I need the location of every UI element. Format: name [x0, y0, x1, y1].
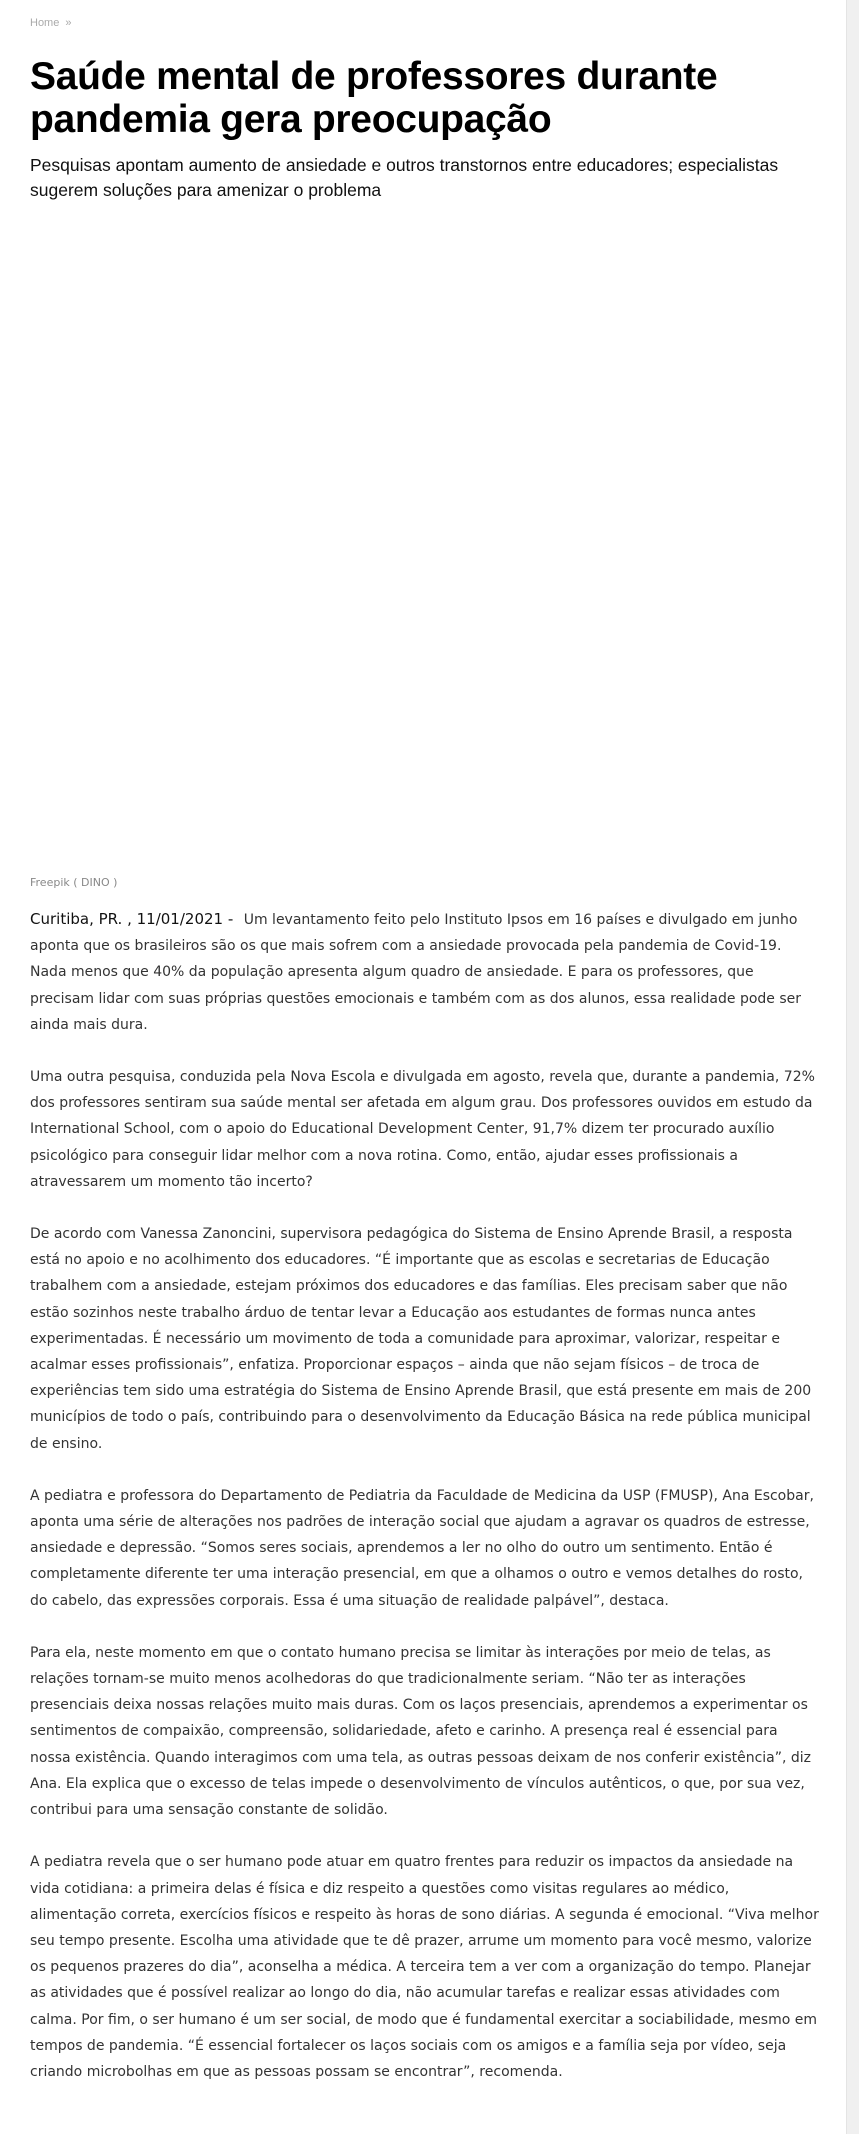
paragraph: A pediatra revela que o ser humano pode atuar em quatro frentes para reduzir os impactos da ansiedade na vida cotidiana: a primeira delas é física e diz respeito a questões como visitas regulares ao médico, alimentação correta, exercícios físicos e respeito às horas de sono diárias. A segunda é emocional. “Viva melhor seu tempo presente. Escolha uma atividade que te dê prazer, arrume um momento para você mesmo, valorize os pequenos prazeres do dia”, aconselha a médica. A terceira tem a ver com a organização do tempo. Planejar as atividades que é possível realizar ao longo do dia, não acumular tarefas e realizar essas atividades com calma. Por fim, o ser humano é um ser social, de modo que é fundamental exercitar a sociabilidade, mesmo em tempos de pandemia. “É essencial fortalecer os laços sociais com os amigos e a família seja por vídeo, seja criando microbolhas em que as pessoas possam se encontrar”, recomenda.	[30, 1854, 819, 2080]
page-subtitle: Pesquisas apontam aumento de ansiedade e outros transtornos entre educadores; especialistas sugerem soluções para amenizar o problema	[30, 155, 779, 200]
paragraph: Para ela, neste momento em que o contato humano precisa se limitar às interações por meio de telas, as relações tornam-se muito menos acolhedoras do que tradicionalmente seriam. “Não ter as interações presenciais deixa nossas relações muito mais duras. Com os laços presenciais, aprendemos a experimentar os sentimentos de compaixão, compreensão, solidariedade, afeto e carinho. A presença real é essencial para nossa existência. Quando interagimos com uma tela, as outras pessoas deixam de nos conferir existência”, diz Ana. Ela explica que o excesso de telas impede o desenvolvimento de vínculos autênticos, o que, por sua vez, contribui para uma sensação constante de solidão.	[30, 1644, 812, 1819]
breadcrumb-home-link[interactable]: Home	[30, 17, 60, 29]
breadcrumb-separator-icon: »	[65, 17, 72, 29]
breadcrumb	[30, 17, 820, 33]
dateline: Curitiba, PR. , 11/01/2021 -	[30, 910, 234, 928]
paragraph: De acordo com Vanessa Zanoncini, supervisora pedagógica do Sistema de Ensino Aprende Brasil, a resposta está no apoio e no acolhimento dos educadores. “É importante que as escolas e secretarias de Educação trabalhem com a ansiedade, estejam próximos dos educadores e das famílias. Eles precisam saber que não estão sozinhos neste trabalho árduo de tentar levar a Educação aos estudantes de formas nunca antes experimentadas. É necessário um movimento de toda a comunidade para aproximar, valorizar, respeitar e acalmar esses profissionais”, enfatiza. Proporcionar espaços – ainda que não sejam físicos – de troca de experiências tem sido uma estratégia do Sistema de Ensino Aprende Brasil, que está presente em mais de 200 municípios de todo o país, contribuindo para o desenvolvimento da Educação Básica na rede pública municipal de ensino.	[30, 1226, 812, 1452]
paragraph: Uma outra pesquisa, conduzida pela Nova Escola e divulgada em agosto, revela que, durante a pandemia, 72% dos professores sentiram sua saúde mental ser afetada em algum grau. Dos professores ouvidos em estudo da International School, com o apoio do Educational Development Center, 91,7% dizem ter procurado auxílio psicológico para conseguir lidar melhor com a nova rotina. Como, então, ajudar esses profissionais a atravessarem um momento tão incerto?	[30, 1069, 815, 1190]
article-body	[30, 906, 820, 2085]
image-caption: Freepik ( DINO )	[30, 876, 118, 889]
paragraph-text: Um levantamento feito pelo Instituto Ipsos em 16 países e divulgado em junho aponta que os brasileiros são os que mais sofrem com a ansiedade provocada pela pandemia de Covid-19. Nada menos que 40% da população apresenta algum quadro de ansiedade. E para os professores, que precisam lidar com suas próprias questões emocionais e também com as dos alunos, essa realidade pode ser ainda mais dura.	[30, 912, 802, 1033]
article-container	[30, 0, 820, 2111]
paragraph	[30, 906, 820, 1038]
article-image	[30, 213, 820, 868]
paragraph: A pediatra e professora do Departamento de Pediatria da Faculdade de Medicina da USP (FMUSP), Ana Escobar, aponta uma série de alterações nos padrões de interação social que ajudam a agravar os quadros de estresse, ansiedade e depressão. “Somos seres sociais, aprendemos a ler no olho do outro um sentimento. Então é completamente diferente ter uma interação presencial, em que a olhamos o outro e vemos detalhes do rosto, do cabelo, das expressões corporais. Essa é uma situação de realidade palpável”, destaca.	[30, 1487, 814, 1609]
page-title: Saúde mental de professores durante pandemia gera preocupação	[30, 55, 718, 141]
scrollbar[interactable]	[846, 0, 859, 2134]
